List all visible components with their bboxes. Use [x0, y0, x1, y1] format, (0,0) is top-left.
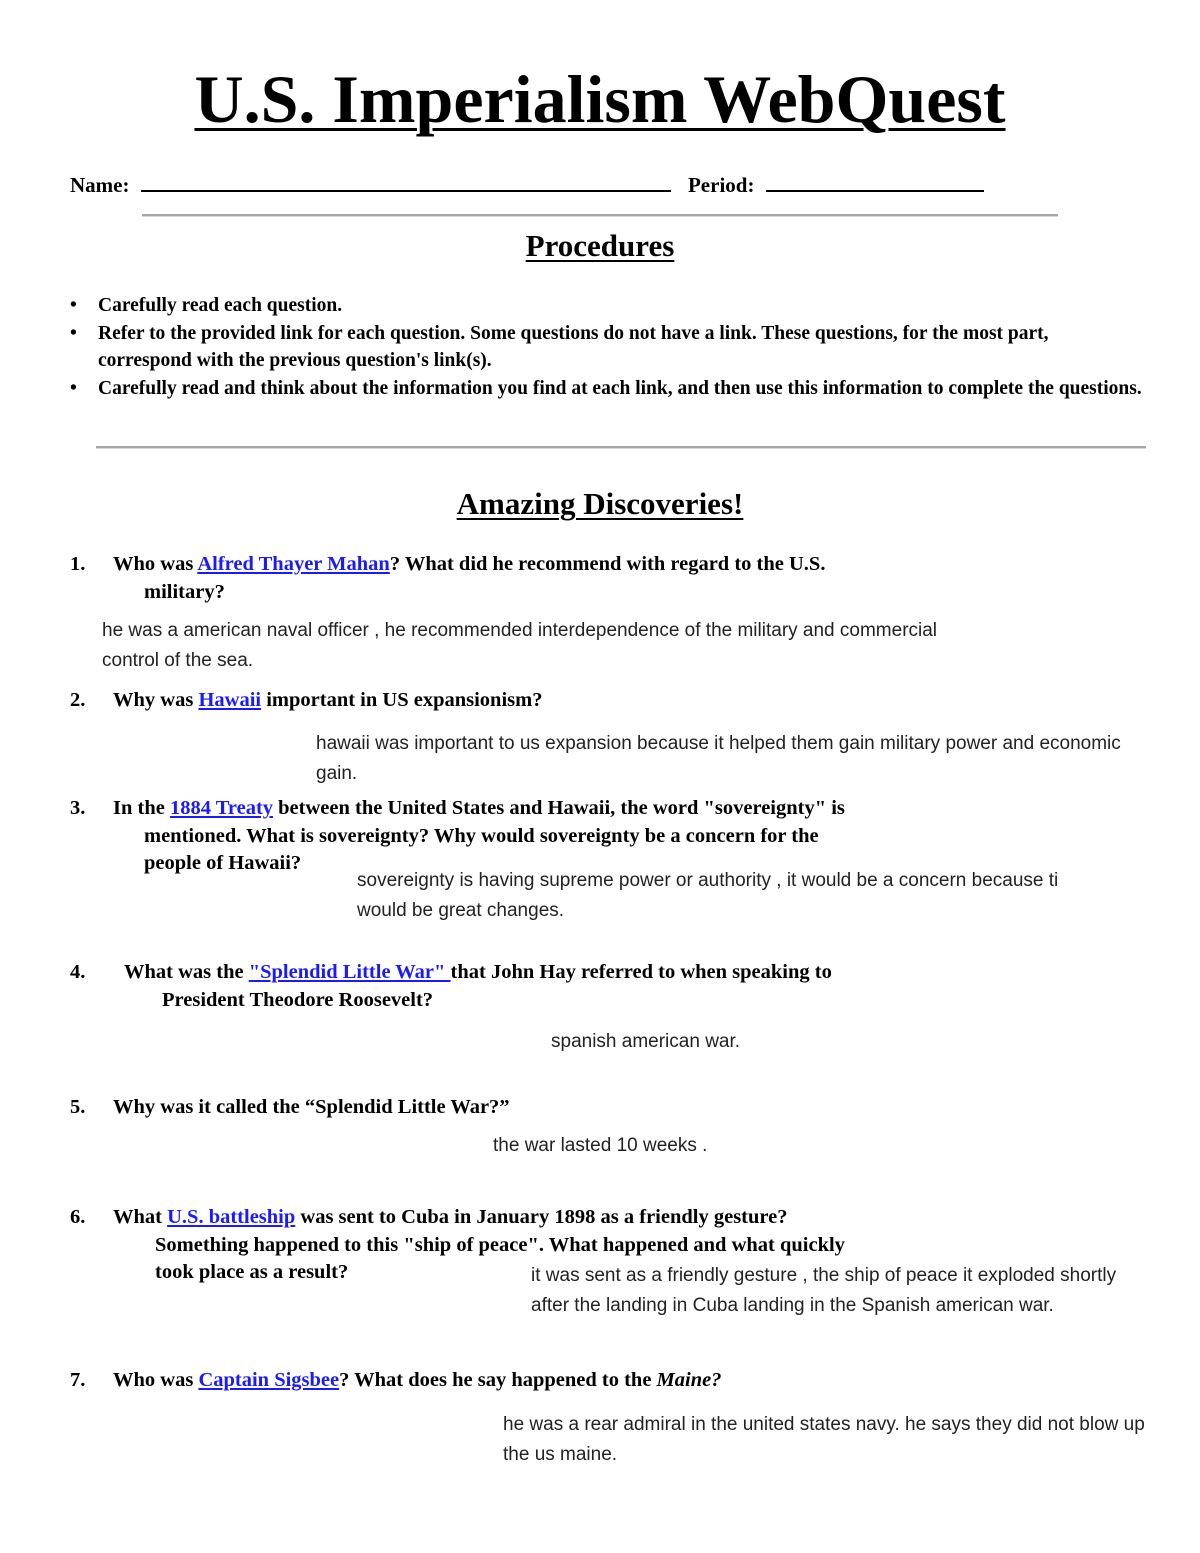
procedures-heading: Procedures [525, 228, 675, 263]
procedure-item: • Refer to the provided link for each question. Some questions do not have a link. These questions, for the most part, correspond with the previous question's link(s). [62, 320, 1142, 375]
question-number: 1. [70, 553, 86, 575]
answer-1: he was a american naval officer , he recommended interdependence of the military and commercial control of the sea. [102, 620, 938, 671]
question-number: 2. [70, 689, 86, 711]
divider-bottom [96, 446, 1146, 449]
page-title: U.S. Imperialism WebQuest [194, 61, 1006, 137]
period-label: Period: [687, 173, 755, 197]
discoveries-heading: Amazing Discoveries! [456, 486, 744, 521]
answer-3: sovereignty is having supreme power or authority , it would be a concern because ti would be great changes. [357, 870, 1059, 921]
procedure-item: • Carefully read and think about the information you find at each link, and then use this information to complete the questions. [62, 375, 1142, 403]
question-number: 6. [70, 1206, 86, 1228]
answer-2: hawaii was important to us expansion because it helped them gain military power and economic gain. [316, 733, 1121, 784]
name-label: Name: [70, 173, 130, 197]
bullet-icon: • [70, 377, 77, 399]
ship-name: Maine? [656, 1369, 722, 1391]
name-period-row [70, 172, 984, 198]
link-us-battleship[interactable]: U.S. battleship [167, 1206, 296, 1228]
bullet-icon: • [70, 322, 77, 344]
link-1884-treaty[interactable]: 1884 Treaty [169, 797, 274, 819]
procedures-list [62, 292, 1142, 402]
question-number: 3. [70, 797, 86, 819]
answer-7: he was a rear admiral in the united states navy. he says they did not blow up the us maine. [503, 1414, 1145, 1465]
link-hawaii[interactable]: Hawaii [198, 689, 262, 711]
period-field[interactable] [766, 172, 984, 192]
name-field[interactable] [141, 172, 671, 192]
link-splendid-little-war[interactable]: "Splendid Little War" [248, 961, 451, 983]
answer-4: spanish american war. [551, 1031, 741, 1052]
answer-5: the war lasted 10 weeks . [493, 1135, 708, 1156]
bullet-icon: • [70, 295, 77, 316]
procedure-item: • Carefully read each question. [62, 292, 1142, 320]
link-alfred-thayer-mahan[interactable]: Alfred Thayer Mahan [197, 553, 390, 575]
divider-top [142, 214, 1058, 217]
link-captain-sigsbee[interactable]: Captain Sigsbee [198, 1369, 340, 1391]
question-number: 4. [70, 961, 86, 983]
question-number: 7. [70, 1369, 86, 1391]
answer-6: it was sent as a friendly gesture , the ship of peace it exploded shortly after the landing in Cuba landing in the Spanish american war. [531, 1265, 1117, 1316]
question-number: 5. [70, 1096, 86, 1118]
